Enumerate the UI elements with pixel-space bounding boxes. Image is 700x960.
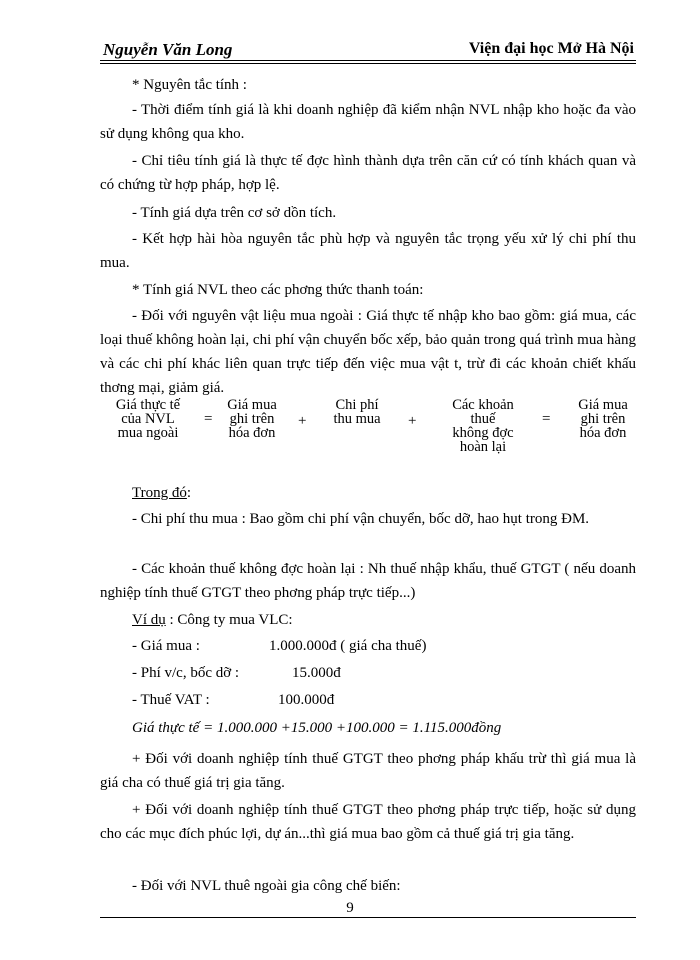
payment-method-heading: * Tính giá NVL theo các phơng thức thanh toán:: [132, 282, 424, 298]
paragraph-accrual: - Tính giá dựa trên cơ sở dồn tích.: [132, 205, 337, 221]
formula-plus-2: +: [408, 413, 417, 429]
page-number: 9: [346, 900, 354, 916]
where-nonrefundable-tax: - Các khoản thuế không đợc hoàn lại : Nh thuế nhập khẩu, thuế GTGT ( nếu doanh nghiệp tính thuế GTGT theo phơng pháp trực tiếp...): [100, 561, 636, 601]
formula-purchase-cost: Chi phí thu mua: [333, 397, 381, 427]
header-institution: Viện đại học Mở Hà Nội: [468, 40, 634, 57]
formula-nonrefundable-tax: Các khoản thuế không đợc hoàn lại: [452, 397, 514, 455]
paragraph-outsourced-processing: - Đối với NVL thuê ngoài gia công chế biến:: [132, 878, 401, 894]
header-rule-bottom: [100, 63, 636, 64]
example-vat-value: 100.000đ: [278, 692, 335, 708]
example-heading: Ví dụ : Công ty mua VLC:: [132, 612, 293, 628]
formula-invoice-price-2: Giá mua ghi trên hóa đơn: [578, 397, 628, 441]
formula-invoice-price: Giá mua ghi trên hóa đơn: [227, 397, 277, 441]
paragraph-purchased-materials: - Đối với nguyên vật liệu mua ngoài : Giá thực tế nhập kho bao gồm: giá mua, các loại thuế không hoàn lại, chi phí vận chuyển bốc xếp, bảo quản trong quá trình mua hàng và các chi phí khác liên quan trực tiếp đến việc mua vật t, trừ đi các khoản chiết khấu thơng mại, giảm giá.: [100, 308, 636, 396]
paragraph-matching: - Kết hợp hài hòa nguyên tắc phù hợp và nguyên tắc trọng yếu xử lý chi phí thu mua.: [100, 231, 636, 271]
example-transport-fee-label: - Phí v/c, bốc dỡ :: [132, 665, 240, 681]
paragraph-criteria: - Chỉ tiêu tính giá là thực tế đợc hình thành dựa trên căn cứ có tính khách quan và có chứng từ hợp pháp, hợp lệ.: [100, 153, 636, 193]
example-vat-label: - Thuế VAT :: [132, 692, 210, 708]
where-heading: Trong đó:: [132, 485, 192, 501]
formula-equals-2: =: [542, 411, 551, 427]
formula-equals-1: =: [204, 411, 213, 427]
example-purchase-price-value: 1.000.000đ ( giá cha thuế): [269, 638, 427, 654]
formula-actual-price: Giá thực tế của NVL mua ngoài: [115, 397, 181, 441]
header-author: Nguyễn Văn Long: [103, 40, 233, 59]
footer-rule: [100, 917, 636, 918]
example-purchase-price-label: - Giá mua :: [132, 638, 200, 654]
paragraph-direct-method: + Đối với doanh nghiệp tính thuế GTGT theo phơng pháp trực tiếp, hoặc sử dụng cho các mục đích phúc lợi, dự án...thì giá mua bao gồm cả thuế giá trị gia tăng.: [100, 802, 636, 842]
example-transport-fee-value: 15.000đ: [292, 665, 341, 681]
principle-heading: * Nguyên tắc tính :: [132, 77, 247, 93]
paragraph-deduction-method: + Đối với doanh nghiệp tính thuế GTGT theo phơng pháp khấu trừ thì giá mua là giá cha có thuế giá trị gia tăng.: [100, 751, 636, 791]
formula-plus-1: +: [298, 413, 307, 429]
header-rule-top: [100, 60, 636, 61]
paragraph-timing: - Thời điểm tính giá là khi doanh nghiệp đã kiểm nhận NVL nhập kho hoặc đa vào sử dụng không qua kho.: [100, 102, 636, 142]
where-purchase-cost: - Chi phí thu mua : Bao gồm chi phí vận chuyển, bốc dỡ, hao hụt trong ĐM.: [132, 511, 590, 527]
example-calculation: Giá thực tế = 1.000.000 +15.000 +100.000 = 1.115.000đồng: [132, 720, 502, 736]
